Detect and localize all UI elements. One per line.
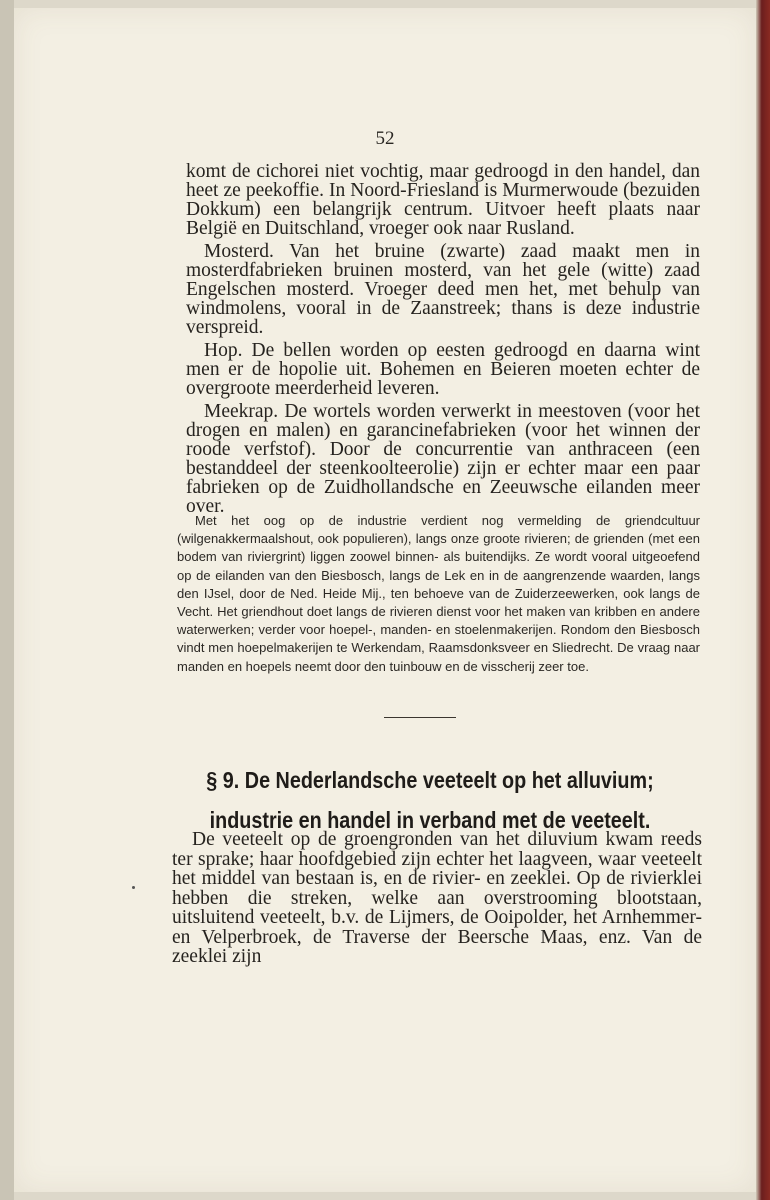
small-print-griendcultuur: Met het oog op de industrie verdient nog vermelding de griendcultuur (wilgenakkermaalshout, ook populieren), langs onze groote rivieren; de grienden (met een bodem van riviergrint) liggen zoowel binnen- als buitendijks. Ze wordt vooral uitgeoefend op de eilanden van den Biesbosch, langs de Lek en in de aangrenzende waarden, langs den IJsel, door de Ned. Heide Mij., ten behoeve van de Zuiderzeewerken, ook langs de Vecht. Het griendhout doet langs de rivieren dienst voor het maken van kribben en andere waterwerken; verder voor hoepel-, manden- en stoelenmakerijen. Rondom den Biesbosch vindt men hoepelmakerijen te Werkendam, Raamsdonksveer en Sliedrecht. De vraag naar manden en hoepels neemt door den tuinbouw en de visscherij zeer toe. [177,513,700,674]
paragraph-meekrap: Meekrap. De wortels worden verwerkt in meestoven (voor het drogen en malen) en garancinefabrieken (voor het winnen der roode verfstof). Door de concurrentie van anthraceen (een bestanddeel der steenkoolteerolie) zijn er echter maar een paar fabrieken op de Zuidhollandsche en Zeeuwsche eilanden meer over. [186,401,700,517]
paragraph-mosterd: Mosterd. Van het bruine (zwarte) zaad maakt men in mosterdfabrieken bruinen mosterd, van het gele (witte) zaad Engelschen mosterd. Vroeger deed men het, met behulp van windmolens, vooral in de Zaanstreek; thans is deze industrie verspreid. [186,241,700,338]
section-heading-line-1: § 9. De Nederlandsche veeteelt op het alluvium; [206,767,654,793]
paragraph-cichorei: komt de cichorei niet vochtig, maar gedroogd in den handel, dan heet ze peekoffie. In Noord-Friesland is Murmerwoude (bezuiden Dokkum) een belangrijk centrum. Uitvoer heeft plaats naar België en Duitschland, vroeger ook naar Rusland. [186,161,700,239]
paragraph-veeteelt: De veeteelt op de groengronden van het diluvium kwam reeds ter sprake; haar hoofdgebied zijn echter het laagveen, waar veeteelt het middel van bestaan is, en de rivier- en zeeklei. Op de rivierklei hebben die streken, welke aan overstrooming blootstaan, uitsluitend veeteelt, b.v. de Lijmers, de Ooipolder, het Arnhemmer- en Velperbroek, de Traverse der Beersche Maas, enz. Van de zeeklei zijn [172,829,702,967]
section-text-block [172,830,702,967]
page-number: 52 [375,128,395,149]
section-heading-line-2: industrie en handel in verband met de veeteelt. [209,807,651,833]
margin-speck [132,886,135,889]
paragraph-hop: Hop. De bellen worden op eesten gedroogd en daarna wint men er de hopolie uit. Bohemen en Beieren moeten echter de overgroote meerderheid leveren. [186,340,700,399]
section-divider [384,717,456,718]
scan-left-margin [0,0,14,1200]
section-heading [189,760,671,840]
book-cover-edge [756,0,770,1200]
main-text-block [186,162,700,520]
